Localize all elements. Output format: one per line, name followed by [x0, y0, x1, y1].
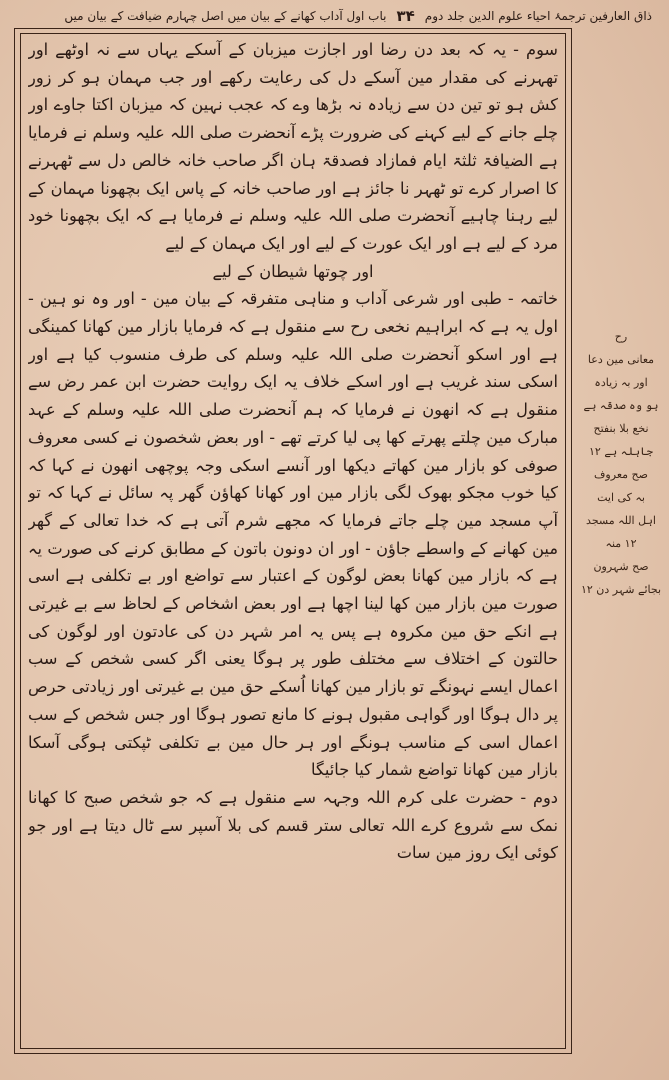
header-book-title: ذاق العارفین ترجمۂ احیاء علوم الدین جلد دوم	[424, 9, 652, 23]
header-chapter-title: باب اول آداب کھانے کے بیان میں اصل چہارم ضیافت کے بیان میں	[64, 9, 387, 23]
paragraph-second-rule: دوم - حضرت علی کرم اللہ وجہہ سے منقول ہے کہ جو شخص صبح کا کھانا نمک سے شروع کرے اللہ تعالی ستر قسم کی بلا آسپر سے ٹال دیتا ہے اور جو کوئی ایک روز مین سات	[28, 787, 558, 863]
paragraph-fourth-bed: اور چوتھا شیطان کے لیے	[212, 261, 374, 281]
margin-note-line: معانی مین دعا	[587, 353, 655, 366]
running-header	[22, 4, 652, 28]
margin-note-line: ہو وہ صدقہ ہے	[583, 399, 659, 412]
paragraph-conclusion: خاتمہ - طبی اور شرعی آداب و مناہی متفرقہ کے بیان مین - اور وہ نو ہین - اول یہ ہے کہ ابراہیم نخعی رح سے منقول ہے کہ فرمایا بازار مین کھانا کمینگی ہے اور اسکو آنحضرت صلی اللہ علیہ وسلم کی طرف منسوب کیا ہے اور اسکی سند غریب ہے اور اسکے خلاف یہ ایک روایت حضرت ابن عمر رض سے منقول ہے کہ انھون نے فرمایا کہ ہم آنحضرت صلی اللہ علیہ وسلم کے عہد مبارک مین چلتے پھرتے کھا پی لیا کرتے تھے - اور بعض شخصون نے کسی معروف صوفی کو بازار مین کھاتے دیکھا اور آنسے اسکی وجہ پوچھی انھون نے کہا کہ کیا خوب مجکو بھوک لگی بازار مین اور کھانا کھاؤن گھر پہ سائل نے کہا کہ تو آپ مسجد مین چلے جاتے فرمایا کہ مجھے شرم آتی ہے کہ خدا تعالی کے گھر مین کھانے کے واسطے جاؤن - اور ان دونون باتون کے مطابق کرنے کی صورت یہ ہے کہ بازار مین کھانا بعض لوگون کے اعتبار سے تواضع اور بے تکلفی ہے اسی صورت مین بازار مین کھا لینا اچھا ہے اور بعض اشخاص کے لحاظ سے بے غیرتی ہے انکے حق مین مکروہ ہے پس یہ امر شہر دن کی عادتون اور لوگون کی حالتون کے اختلاف سے مختلف طور پر ہوگا یعنی اگر کسی شخص کے سب اعمال ایسے نہونگے تو بازار مین کھانا اُسکے حق مین بے غیرتی اور زیادتی حرص پر دال ہوگا اور گواہی مقبول ہونے کا مانع تصور ہوگا اور جس شخص کے سب اعمال اسی کے مناسب ہونگے اور ہر حال مین بے تکلفی ٹپکتی ہوگی آسکا بازار مین کھانا تواضع شمار کیا جائیگا	[28, 289, 558, 780]
paragraph-third-rule: سوم - یہ کہ بعد دن رضا اور اجازت میزبان کے آسکے یہاں سے نہ اوٹھے اور تھہرنے کی مقدار مین آسکے دل کی رعایت رکھے اور جب مہمان ہو کر زور کش ہو تو تین دن سے زیادہ نہ بڑھا وے کہ عجب نہین کہ میزبان اکتا جاوے اور چلے جانے کے لیے کہنے کی ضرورت پڑے آنحضرت صلی اللہ علیہ وسلم نے فرمایا ہے الضیافۃ ثلثۃ ایام فمازاد فصدقۃ ہان اگر صاحب خانہ خالص دل سے ٹھہرنے کا اصرار کرے تو ٹھہر نا جائز ہے اور صاحب خانہ کے پاس ایک بچھونا مہمان کے لیے رہنا چاہیے آنحضرت صلی اللہ علیہ وسلم نے فرمایا ہے کہ ایک بچھونا خود مرد کے لیے ہے اور ایک عورت کے لیے اور ایک مہمان کے لیے	[28, 40, 558, 253]
margin-note-line: رح	[614, 330, 628, 343]
margin-note-line: صح معروف	[594, 468, 648, 481]
margin-note-line: صح شہرون	[593, 560, 649, 573]
margin-note-line: بجائے شہر دن ۱۲	[580, 583, 662, 596]
page-number: ۳۴	[396, 7, 415, 25]
margin-note-line: نخع بلا بنفتح	[593, 422, 649, 435]
main-text	[28, 36, 558, 1044]
margin-notes	[578, 325, 664, 755]
margin-note-line: اہل اللہ مسجد	[586, 514, 656, 527]
margin-note-line: جاہلہ ہے ۱۲	[589, 445, 653, 458]
margin-note-line: بہ کی ایت	[597, 491, 645, 504]
margin-note-line: ۱۲ منہ	[605, 537, 637, 550]
margin-note-line: اور بہ زیادہ	[594, 376, 648, 389]
